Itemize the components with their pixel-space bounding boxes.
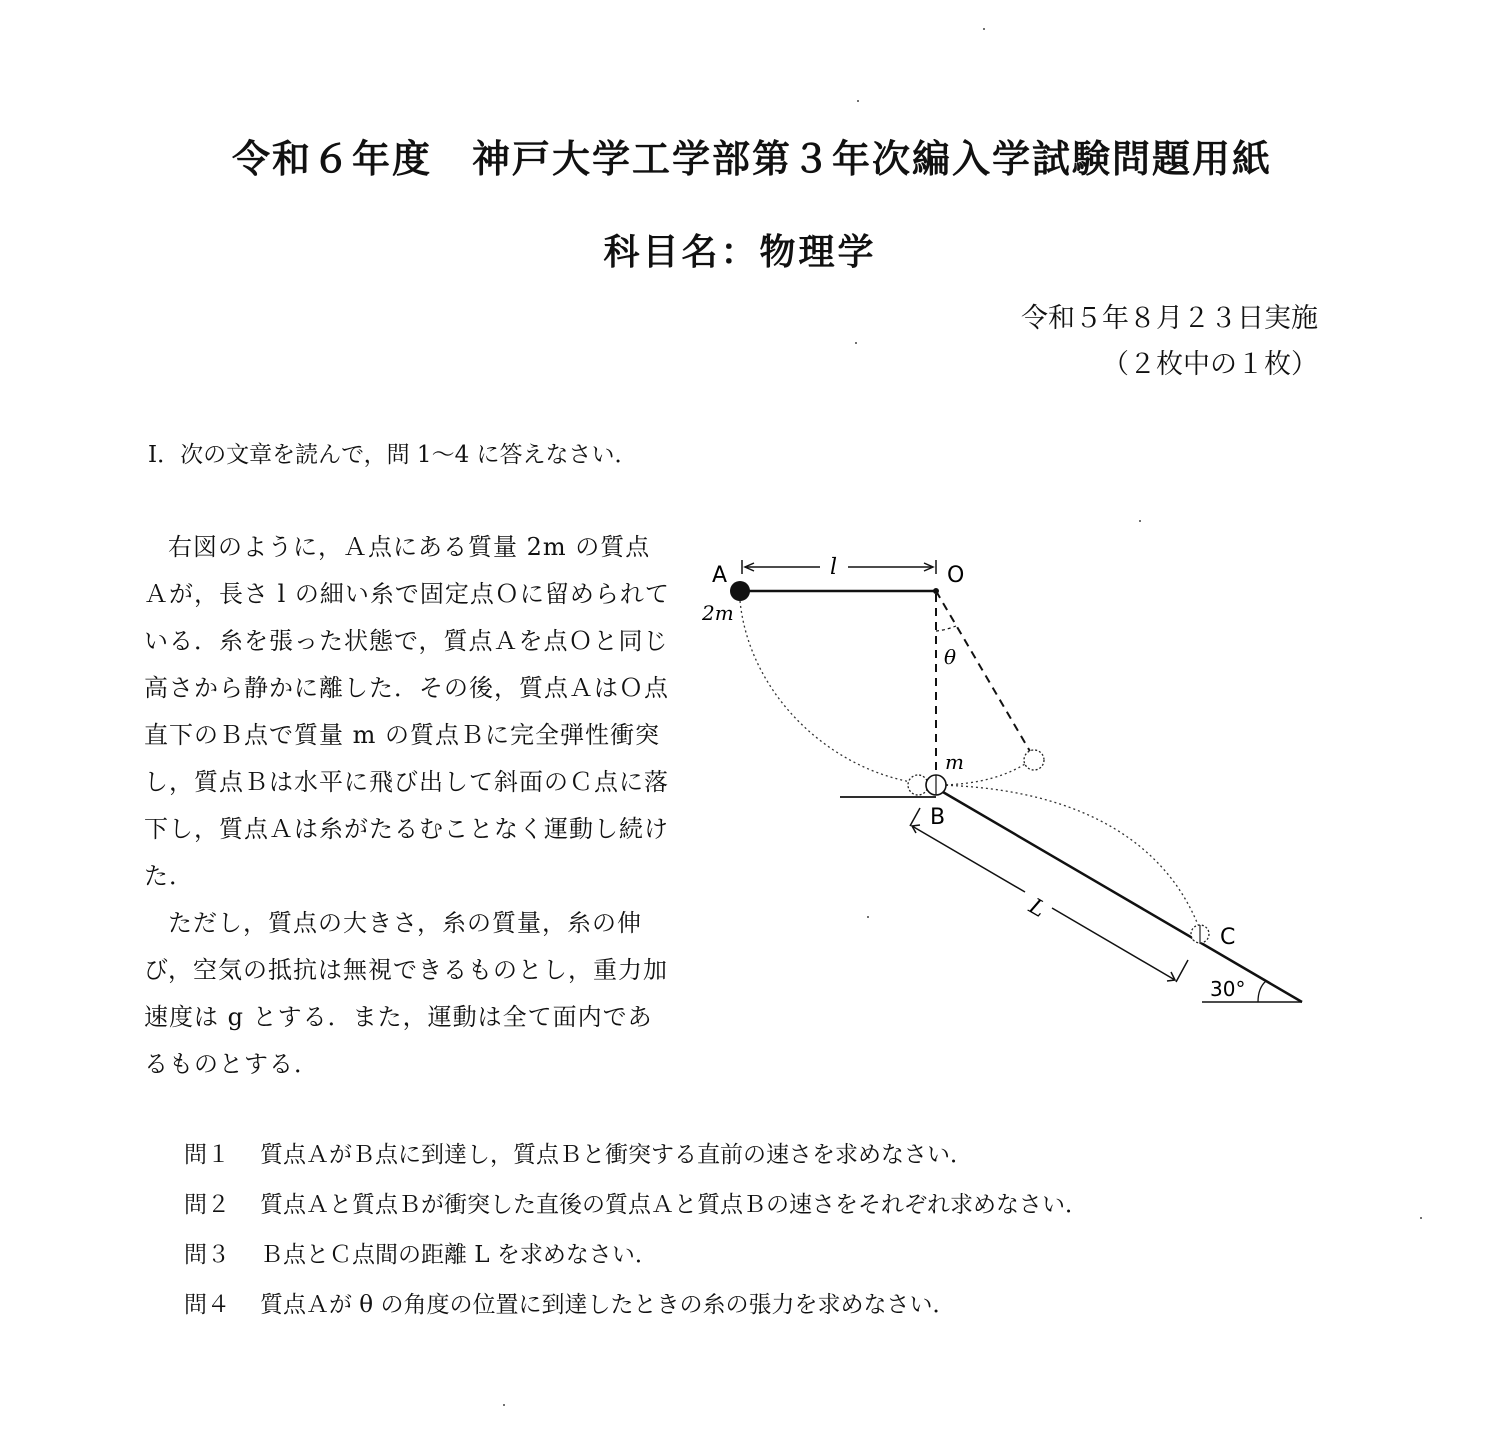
scan-speck <box>857 100 859 102</box>
label-theta: θ <box>944 645 957 669</box>
scan-speck <box>1420 1217 1422 1219</box>
exam-title: 令和６年度 神戸大学工学部第３年次編入学試験問題用紙 <box>231 137 1272 181</box>
sheet-count: （２枚中の１枚） <box>1102 349 1318 380</box>
dimension-L <box>910 808 1188 982</box>
question-text: 質点ＡがＢ点に到達し，質点Ｂと衝突する直前の速さを求めなさい． <box>260 1142 973 1168</box>
mass-a-at-b <box>908 775 928 795</box>
swing-path-a <box>740 601 936 785</box>
question-item <box>184 1280 1334 1330</box>
question-number: 問２ <box>184 1192 230 1218</box>
question-item <box>184 1230 1334 1280</box>
mass-a-at-theta <box>1024 750 1044 770</box>
label-c: C <box>1220 925 1236 950</box>
pendulum-diagram <box>690 530 1340 1030</box>
scan-speck <box>503 1404 505 1406</box>
question-item <box>184 1130 1334 1180</box>
question-item <box>184 1180 1334 1230</box>
mass-a <box>730 581 750 601</box>
exam-date: 令和５年８月２３日実施 <box>1021 303 1318 334</box>
question-text: 質点Ａと質点Ｂが衝突した直後の質点Ａと質点Ｂの速さをそれぞれ求めなさい． <box>260 1192 1088 1218</box>
question-list <box>184 1130 1334 1330</box>
question-number: 問４ <box>184 1292 230 1318</box>
label-b: B <box>930 805 946 830</box>
section-heading: Ⅰ．次の文章を読んで，問 1〜4 に答えなさい． <box>148 442 638 468</box>
label-l: l <box>830 555 838 580</box>
question-number: 問３ <box>184 1242 230 1268</box>
exam-date-block <box>1021 296 1318 388</box>
slope-line <box>936 788 1302 1002</box>
dimension-l <box>742 560 936 574</box>
label-o: O <box>947 563 965 588</box>
label-L: L <box>1024 894 1050 924</box>
scan-speck <box>867 916 869 918</box>
angled-dashed-string <box>936 591 1031 753</box>
scan-speck <box>1139 520 1141 522</box>
scan-speck <box>855 342 857 344</box>
question-text: Ｂ点とＣ点間の距離 L を求めなさい． <box>260 1242 658 1268</box>
problem-paragraph-1: 右図のように，Ａ点にある質量 2m の質点Ａが，長さ l の細い糸で固定点Ｏに留められている．糸を張った状態で，質点Ａを点Ｏと同じ高さから静かに離した．その後，質点ＡはＯ点直下のＢ点で質量 m の質点Ｂに完全弾性衝突し，質点Ｂは水平に飛び出して斜面のＣ点に落下し，質点Ａは糸がたるむことなく運動し続けた． <box>144 533 670 890</box>
scan-speck <box>983 28 985 30</box>
problem-statement <box>144 524 674 1088</box>
question-number: 問１ <box>184 1142 230 1168</box>
projectile-path <box>936 785 1200 930</box>
question-text: 質点Ａが θ の角度の位置に到達したときの糸の張力を求めなさい． <box>260 1292 956 1318</box>
label-mass-a: 2m <box>702 601 734 625</box>
subject-name: 科目名：物理学 <box>603 232 877 273</box>
label-mass-b: m <box>945 750 964 774</box>
label-angle: 30° <box>1210 977 1246 1001</box>
theta-arc <box>936 626 956 631</box>
problem-paragraph-2: ただし，質点の大きさ，糸の質量，糸の伸び，空気の抵抗は無視できるものとし，重力加速度は g とする．また，運動は全て面内であるものとする． <box>144 909 669 1078</box>
angle-arc <box>1258 981 1266 1002</box>
label-a: A <box>712 563 728 588</box>
